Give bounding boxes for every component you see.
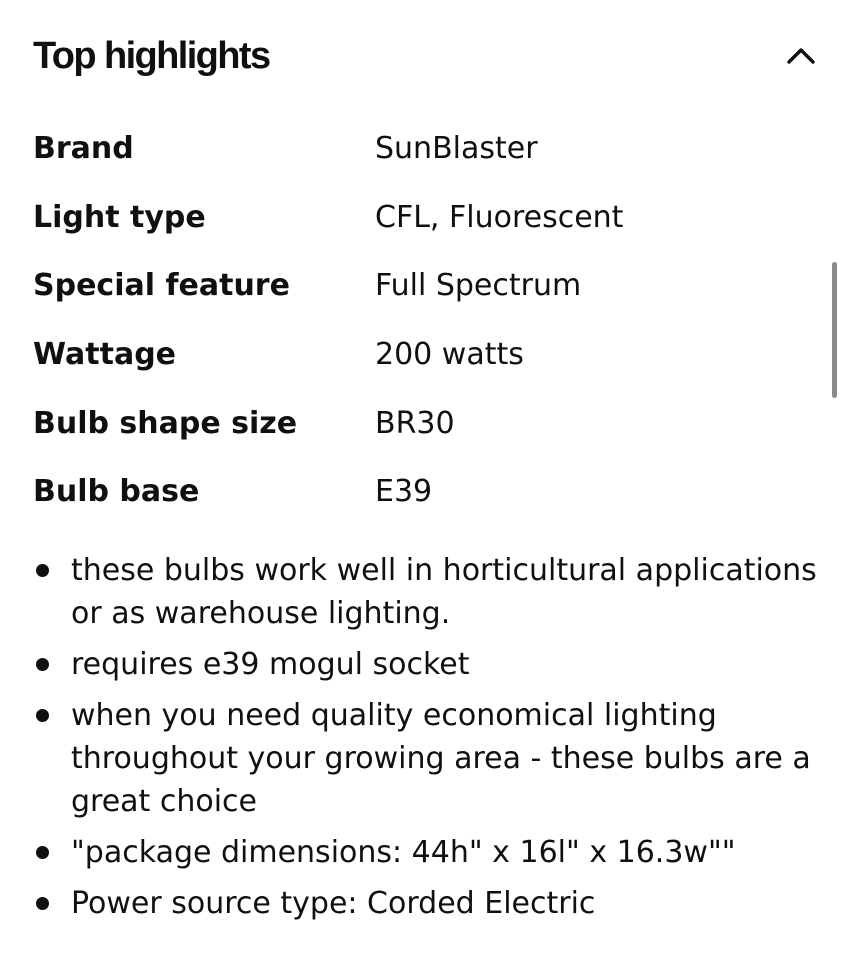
scrollbar-thumb[interactable] <box>832 262 837 398</box>
spec-table <box>33 115 793 527</box>
spec-label: Bulb base <box>33 474 200 510</box>
bullet-text: "package dimensions: 44h" x 16l" x 16.3w"" <box>71 835 736 870</box>
chevron-up-icon[interactable] <box>784 40 818 70</box>
spec-value: SunBlaster <box>375 131 538 167</box>
bullet-dot-icon <box>36 897 49 910</box>
spec-label: Wattage <box>33 337 177 373</box>
bullet-dot-icon <box>36 564 49 577</box>
bullet-item <box>33 831 823 874</box>
highlight-bullets <box>33 549 823 933</box>
spec-label: Brand <box>33 131 134 167</box>
spec-value: CFL, Fluorescent <box>375 199 624 235</box>
bullet-text: Power source type: Corded Electric <box>71 886 596 921</box>
spec-row-special-feature <box>33 252 793 321</box>
bullet-dot-icon <box>36 658 49 671</box>
section-header[interactable] <box>33 30 823 86</box>
spec-row-bulb-shape-size <box>33 389 793 458</box>
spec-row-wattage <box>33 321 793 390</box>
bullet-item <box>33 882 823 925</box>
spec-label: Light type <box>33 199 206 235</box>
spec-row-bulb-base <box>33 458 793 527</box>
spec-value: E39 <box>375 474 433 510</box>
bullet-text: when you need quality economical lighting throughout your growing area - these bulbs are a great choice <box>71 698 811 819</box>
section-title: Top highlights <box>33 35 270 77</box>
spec-row-brand <box>33 115 793 184</box>
spec-value: Full Spectrum <box>375 268 582 304</box>
bullet-dot-icon <box>36 709 49 722</box>
spec-value: 200 watts <box>375 337 524 373</box>
bullet-text: requires e39 mogul socket <box>71 647 470 682</box>
spec-value: BR30 <box>375 405 455 441</box>
spec-label: Special feature <box>33 268 290 304</box>
bullet-dot-icon <box>36 846 49 859</box>
bullet-text: these bulbs work well in horticultural applications or as warehouse lighting. <box>71 553 817 631</box>
spec-row-light-type <box>33 184 793 253</box>
spec-label: Bulb shape size <box>33 405 298 441</box>
bullet-item <box>33 549 823 635</box>
bullet-item <box>33 643 823 686</box>
bullet-item <box>33 694 823 823</box>
